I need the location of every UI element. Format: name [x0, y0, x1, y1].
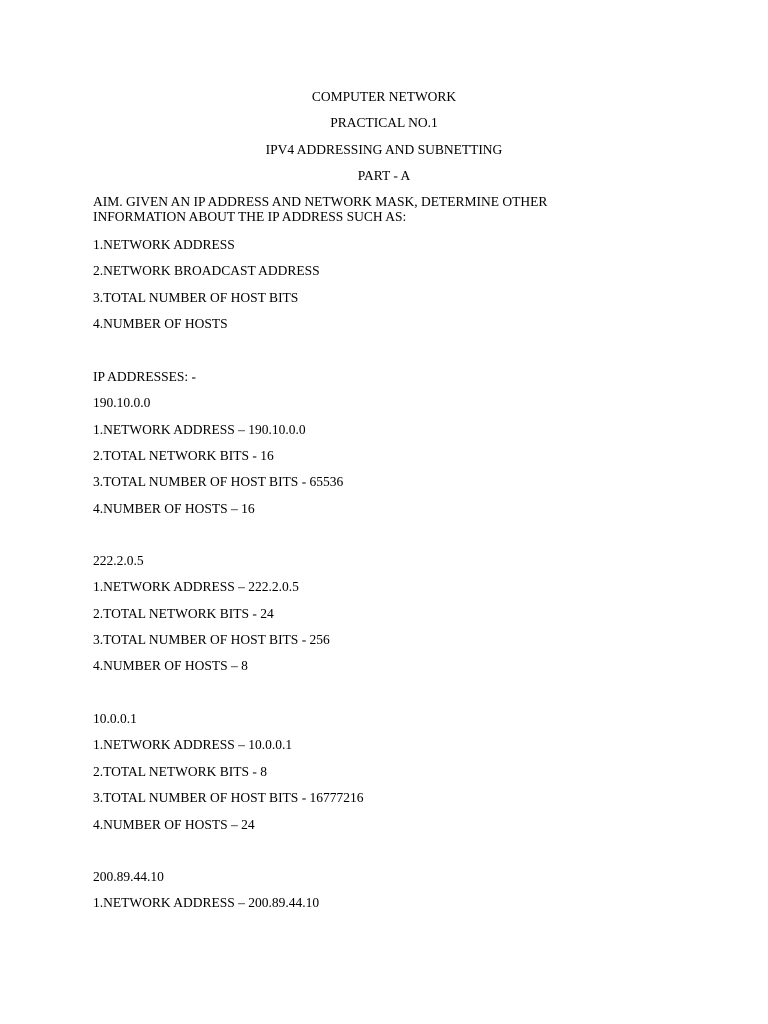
document-title: COMPUTER NETWORK — [311, 89, 457, 104]
ip-address: 200.89.44.10 — [93, 869, 164, 884]
ip-detail-line: 3.TOTAL NUMBER OF HOST BITS - 65536 — [93, 474, 344, 489]
aim-item: 4.NUMBER OF HOSTS — [93, 316, 228, 331]
aim-line: INFORMATION ABOUT THE IP ADDRESS SUCH AS: — [93, 209, 407, 224]
ip-detail-line: 2.TOTAL NETWORK BITS - 8 — [93, 764, 268, 779]
part-heading: PART - A — [357, 168, 411, 183]
ip-address: 222.2.0.5 — [93, 553, 144, 568]
ip-addresses-heading: IP ADDRESSES: - — [93, 369, 197, 384]
ip-detail-line: 2.TOTAL NETWORK BITS - 24 — [93, 606, 274, 621]
aim-statement — [93, 194, 613, 224]
ip-address: 190.10.0.0 — [93, 395, 151, 410]
ip-detail-line: 1.NETWORK ADDRESS – 222.2.0.5 — [93, 579, 299, 594]
ip-detail-line: 3.TOTAL NUMBER OF HOST BITS - 256 — [93, 632, 330, 647]
ip-detail-line: 1.NETWORK ADDRESS – 200.89.44.10 — [93, 895, 320, 910]
ip-detail-line: 3.TOTAL NUMBER OF HOST BITS - 16777216 — [93, 790, 364, 805]
practical-number: PRACTICAL NO.1 — [330, 115, 438, 130]
ip-detail-line: 2.TOTAL NETWORK BITS - 16 — [93, 448, 274, 463]
ip-detail-line: 4.NUMBER OF HOSTS – 8 — [93, 658, 248, 673]
ip-address: 10.0.0.1 — [93, 711, 137, 726]
ip-detail-line: 4.NUMBER OF HOSTS – 24 — [93, 817, 255, 832]
ip-detail-line: 1.NETWORK ADDRESS – 190.10.0.0 — [93, 422, 306, 437]
subject-heading: IPV4 ADDRESSING AND SUBNETTING — [265, 142, 503, 157]
aim-line: AIM. GIVEN AN IP ADDRESS AND NETWORK MASK, DETERMINE OTHER — [93, 194, 548, 209]
aim-item: 2.NETWORK BROADCAST ADDRESS — [93, 263, 320, 278]
ip-detail-line: 1.NETWORK ADDRESS – 10.0.0.1 — [93, 737, 293, 752]
aim-item: 1.NETWORK ADDRESS — [93, 237, 235, 252]
aim-item: 3.TOTAL NUMBER OF HOST BITS — [93, 290, 299, 305]
ip-detail-line: 4.NUMBER OF HOSTS – 16 — [93, 501, 255, 516]
